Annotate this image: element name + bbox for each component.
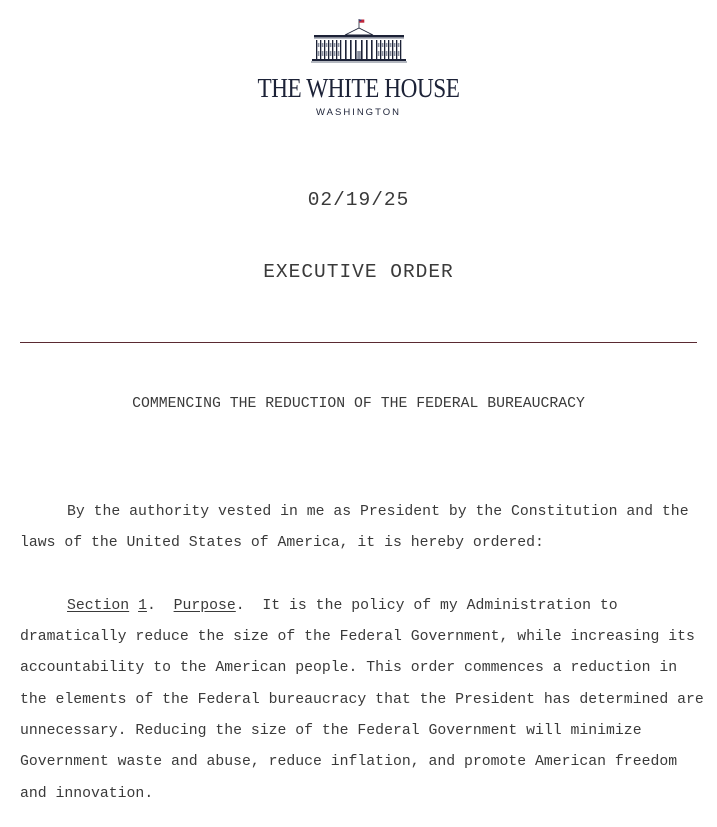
white-house-logo — [0, 18, 717, 64]
washington-subtitle: WASHINGTON — [316, 107, 401, 118]
section-heading: Purpose — [173, 597, 236, 614]
document-type: EXECUTIVE ORDER — [263, 261, 454, 283]
white-house-wordmark: THE WHITE HOUSE — [257, 73, 460, 103]
divider-rule — [20, 342, 697, 343]
document-date: 02/19/25 — [307, 189, 410, 211]
preamble-paragraph: By the authority vested in me as President by the Constitution and the laws of the United States of America, it is hereby ordered: — [20, 504, 689, 552]
section-number: 1 — [138, 597, 147, 614]
order-title: COMMENCING THE REDUCTION OF THE FEDERAL BUREAUCRACY — [132, 396, 585, 412]
section-1-paragraph: Section 1. Purpose. It is the policy of my Administration to dramatically reduce the size of the Federal Government, while increasing its accountability to the American people. This order commences a reduction in the elements of the Federal bureaucracy that the President has determined are unnecessary. Reducing the size of the Federal Government will minimize Government waste and abuse, reduce inflation, and promote American freedom and innovation. — [20, 597, 704, 802]
order-body — [20, 497, 710, 810]
section-label: Section — [67, 597, 130, 614]
white-house-building-icon — [311, 18, 407, 64]
section-text: It is the policy of my Administration to dramatically reduce the size of the Federal Government, while increasing its accountability to the American people. This order commences a reduction in the elements of the Federal bureaucracy that the President has determined are unnecessary. Reducing the size of the Federal Government will minimize Government waste and abuse, reduce inflation, and promote American freedom and innovation. — [20, 597, 704, 802]
